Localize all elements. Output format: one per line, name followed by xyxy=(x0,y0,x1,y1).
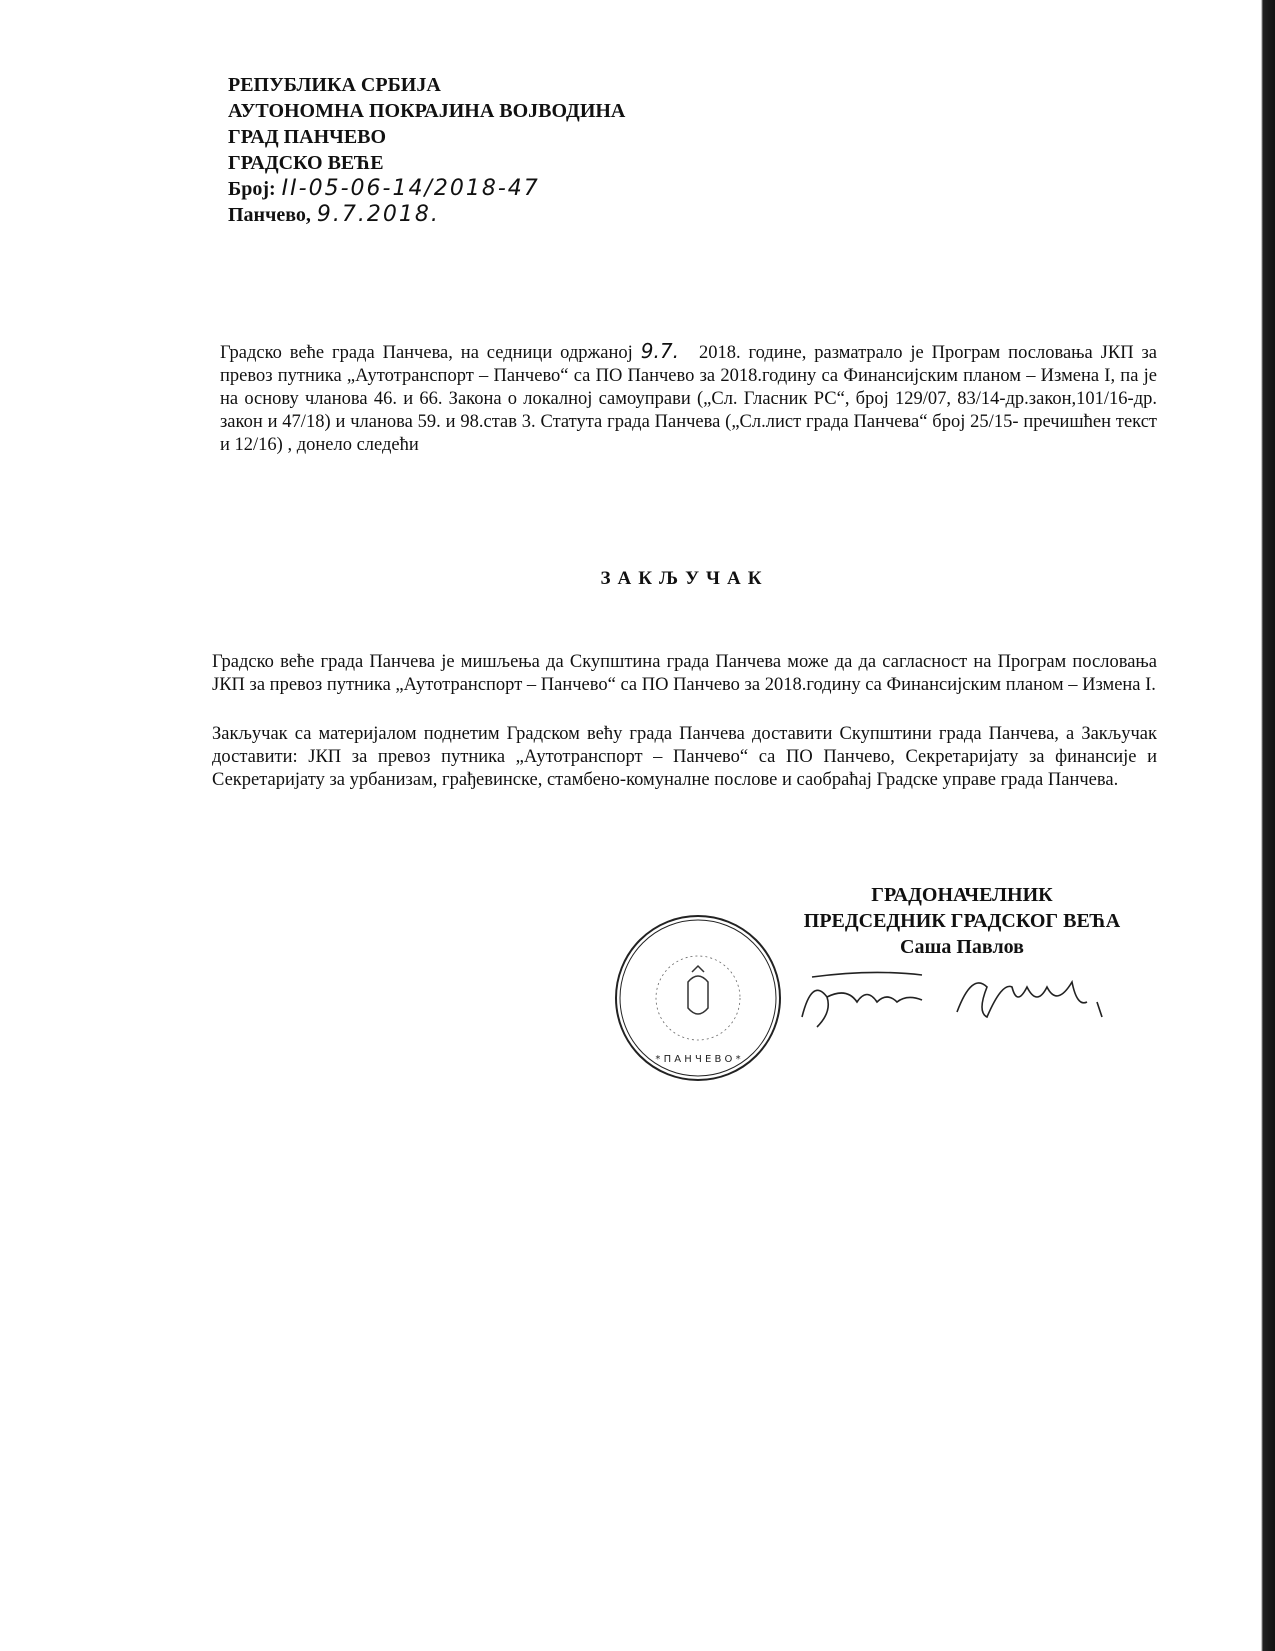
svg-text:* П А Н Ч Е В О *: * П А Н Ч Е В О * xyxy=(655,1054,741,1065)
number-label: Број: xyxy=(228,178,276,200)
header-line: ГРАД ПАНЧЕВО xyxy=(228,126,387,148)
number-value: II-05-06-14/2018-47 xyxy=(281,176,540,201)
intro-text: Градско веће града Панчева, на седници одржаној xyxy=(220,343,633,363)
header-line: РЕПУБЛИКА СРБИЈА xyxy=(228,74,441,96)
date-value: 9.7.2018. xyxy=(316,202,440,227)
document-title: ЗАКЉУЧАК xyxy=(600,568,769,589)
handwritten-date: 9.7. xyxy=(640,339,679,363)
place-label: Панчево, xyxy=(228,204,311,226)
signature-block xyxy=(772,882,1152,960)
header-line: ГРАДСКО ВЕЋЕ xyxy=(228,152,384,174)
delivery-paragraph: Закључак са материјалом поднетим Градском већу града Панчева доставити Скупштини града Панчева, а Закључак доставити: ЈКП за превоз путника „Аутотранспорт – Панчево“ са ПО Панчево, Секретаријату за финансије и Секретаријату за урбанизам, грађевинске, стамбено-комуналне послове и саобраћај Градске управе града Панчева. xyxy=(212,724,1157,790)
signer-name: Саша Павлов xyxy=(900,936,1024,958)
document-number xyxy=(228,176,625,202)
document-header xyxy=(228,72,625,228)
signer-title: ПРЕДСЕДНИК ГРАДСКОГ ВЕЋА xyxy=(803,910,1121,932)
official-stamp xyxy=(612,912,784,1084)
document-body xyxy=(212,340,1157,1082)
handwritten-signature xyxy=(797,967,1127,1037)
signature-area xyxy=(212,882,1157,1082)
document-date xyxy=(228,202,625,228)
header-line: АУТОНОМНА ПОКРАЈИНА ВОЈВОДИНА xyxy=(228,100,626,122)
signer-title: ГРАДОНАЧЕЛНИК xyxy=(871,884,1053,906)
intro-text: 2018. године, разматрало је Програм пословања ЈКП за превоз путника „Аутотранспорт – Панчево“ са ПО Панчево за 2018.годину са Финансијским планом – Измена I, па је на основу чланова 46. и 66. Закона о локалној самоуправи („Сл. Гласник РС“, број 129/07, 83/14-др.закон,101/16-др. закон и 47/18) и чланова 59. и 98.став 3. Статута града Панчева („Сл.лист града Панчева“ број 25/15- пречишћен текст и 12/16) , донело следећи xyxy=(220,343,1157,455)
conclusion-paragraph: Градско веће града Панчева је мишљења да Скупштина града Панчева може да да сагласност на Програм пословања ЈКП за превоз путника „Аутотранспорт – Панчево“ са ПО Панчево за 2018.годину са Финансијским планом – Измена I. xyxy=(212,652,1157,695)
intro-paragraph xyxy=(220,340,1157,457)
